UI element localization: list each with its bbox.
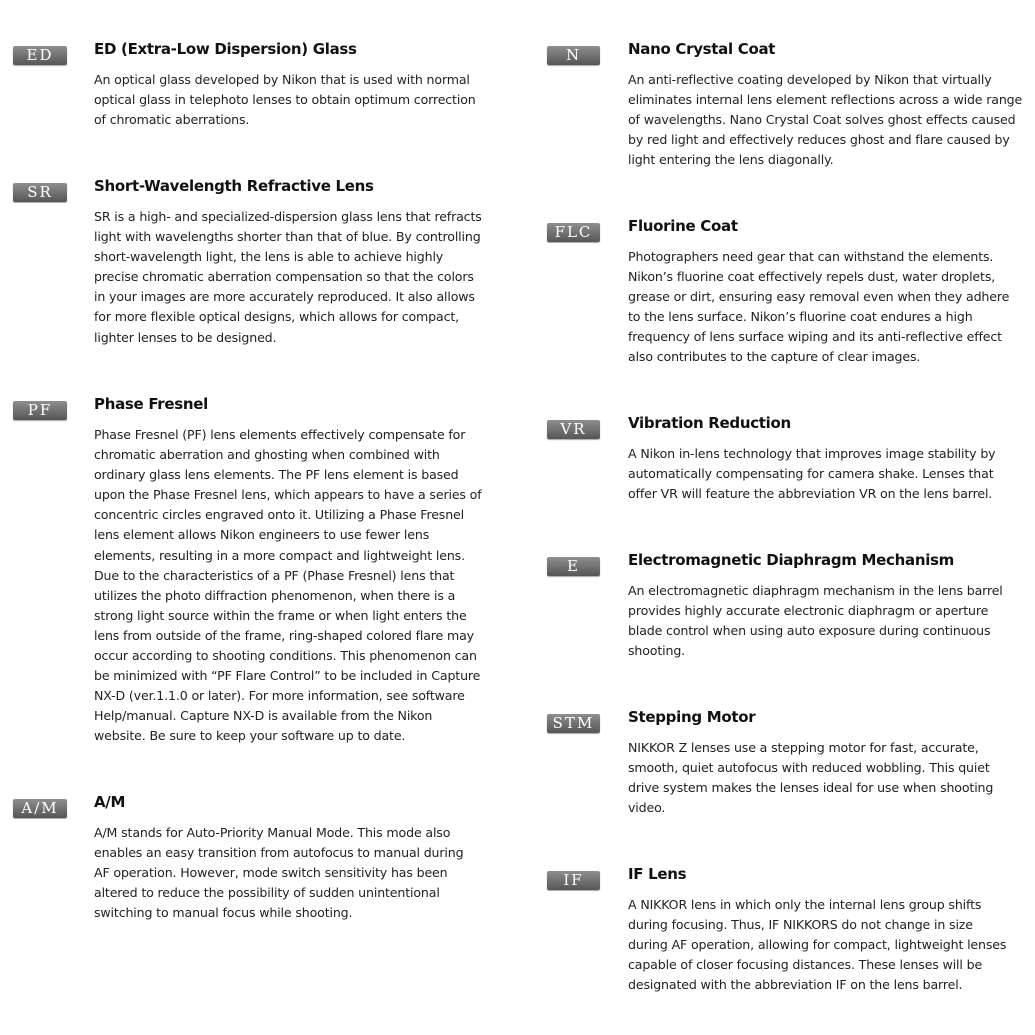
if-badge: IF <box>547 871 600 890</box>
pf-badge: PF <box>13 401 67 420</box>
feature-description <box>628 247 1034 368</box>
feature-description <box>628 895 1034 995</box>
desc-line: for more flexible optical designs, which allows for compact, <box>94 309 459 325</box>
desc-line: precise chromatic aberration compensation so that the colors <box>94 269 474 285</box>
feature-description <box>94 823 499 923</box>
desc-line: elements, resulting in a more compact and lightweight lens. <box>94 547 465 563</box>
desc-line: utilizes the photo diffraction phenomenon, when there is a <box>94 587 456 603</box>
feature-description <box>628 738 1034 818</box>
desc-line: also contributes to the capture of clear images. <box>628 349 921 365</box>
feature-title: Fluorine Coat <box>628 217 738 235</box>
desc-line: of chromatic aberrations. <box>94 112 250 128</box>
desc-line: automatically compensating for camera shake. Lenses that <box>628 466 994 482</box>
desc-line: short-wavelength light, the lens is able to achieve highly <box>94 249 444 265</box>
n-badge: N <box>547 46 600 65</box>
desc-line: strong light source within the frame or when light enters the <box>94 607 467 623</box>
desc-line: lens element allows Nikon engineers to use fewer lens <box>94 527 430 543</box>
desc-line: in your images are more accurately reproduced. It also allows <box>94 289 475 305</box>
desc-line: altered to reduce the possibility of sudden unintentional <box>94 885 440 901</box>
desc-line: be minimized with “PF Flare Control” to be included in Capture <box>94 668 481 684</box>
flc-badge: FLC <box>547 223 600 242</box>
desc-line: A NIKKOR lens in which only the internal lens group shifts <box>628 897 982 912</box>
desc-line: Photographers need gear that can withstand the elements. <box>628 249 994 264</box>
feature-description <box>94 207 499 348</box>
desc-line: light entering the lens diagonally. <box>628 152 834 168</box>
desc-line: A Nikon in-lens technology that improves image stability by <box>628 446 996 461</box>
desc-line: of wavelengths. Nano Crystal Coat solves ghost effects caused <box>628 112 1016 128</box>
am-badge: A/M <box>13 799 67 818</box>
sr-badge: SR <box>13 183 67 202</box>
desc-line: A/M stands for Auto-Priority Manual Mode. This mode also <box>94 825 451 840</box>
desc-line: smooth, quiet autofocus with reduced wobbling. This quiet <box>628 760 990 776</box>
feature-title: Electromagnetic Diaphragm Mechanism <box>628 551 955 569</box>
desc-line: ordinary glass lens elements. The PF lens element is based <box>94 467 459 483</box>
desc-line: to the lens surface. Nikon’s fluorine coat endures a high <box>628 309 973 325</box>
vr-badge: VR <box>547 420 600 439</box>
desc-line: An optical glass developed by Nikon that is used with normal <box>94 72 470 87</box>
desc-line: eliminates internal lens element reflections across a wide range <box>628 92 1023 108</box>
feature-title: Stepping Motor <box>628 708 756 726</box>
desc-line: lens from outside of the frame, ring-shaped colored flare may <box>94 627 474 643</box>
feature-description <box>94 70 499 130</box>
desc-line: NX-D (ver.1.1.0 or later). For more information, see software <box>94 688 465 704</box>
desc-line: drive system makes the lenses ideal for use when shooting <box>628 780 994 796</box>
feature-title: A/M <box>94 793 126 811</box>
desc-line: video. <box>628 800 666 816</box>
desc-line: An electromagnetic diaphragm mechanism in the lens barrel <box>628 583 1003 598</box>
desc-line: switching to manual focus while shooting. <box>94 905 353 921</box>
feature-title: Phase Fresnel <box>94 395 208 413</box>
desc-line: occur according to shooting conditions. This phenomenon can <box>94 648 477 664</box>
feature-title: Vibration Reduction <box>628 414 791 432</box>
desc-line: provides highly accurate electronic diaphragm or aperture <box>628 603 989 619</box>
desc-line: concentric circles engraved onto it. Utilizing a Phase Fresnel <box>94 507 464 523</box>
desc-line: chromatic aberration and ghosting when combined with <box>94 447 440 463</box>
feature-description <box>628 581 1034 661</box>
desc-line: Nikon’s fluorine coat effectively repels dust, water droplets, <box>628 269 996 285</box>
desc-line: Due to the characteristics of a PF (Phase Fresnel) lens that <box>94 567 455 583</box>
stm-badge: STM <box>547 714 600 733</box>
feature-title: IF Lens <box>628 865 687 883</box>
desc-line: website. Be sure to keep your software up to date. <box>94 728 406 744</box>
desc-line: frequency of lens surface wiping and its anti-reflective effect <box>628 329 1002 345</box>
desc-line: lighter lenses to be designed. <box>94 329 277 345</box>
desc-line: during focusing. Thus, IF NIKKORS do not change in size <box>628 917 973 933</box>
desc-line: NIKKOR Z lenses use a stepping motor for fast, accurate, <box>628 740 979 755</box>
desc-line: capable of closer focusing distances. These lenses will be <box>628 957 983 973</box>
e-badge: E <box>547 557 600 576</box>
desc-line: during AF operation, allowing for compact, lightweight lenses <box>628 937 1007 953</box>
desc-line: An anti-reflective coating developed by Nikon that virtually <box>628 72 992 87</box>
desc-line: Phase Fresnel (PF) lens elements effectively compensate for <box>94 427 466 442</box>
desc-line: SR is a high- and specialized-dispersion glass lens that refracts <box>94 209 482 224</box>
desc-line: by red light and effectively reduces ghost and flare caused by <box>628 132 1010 148</box>
feature-description <box>94 425 499 747</box>
desc-line: upon the Phase Fresnel lens, which appears to have a series of <box>94 487 482 503</box>
desc-line: designated with the abbreviation IF on the lens barrel. <box>628 977 963 993</box>
feature-title: ED (Extra-Low Dispersion) Glass <box>94 40 357 58</box>
feature-title: Short-Wavelength Refractive Lens <box>94 177 374 195</box>
desc-line: enables an easy transition from autofocus to manual during <box>94 845 464 861</box>
desc-line: Help/manual. Capture NX-D is available from the Nikon <box>94 708 433 724</box>
desc-line: light with wavelengths shorter than that of blue. By controlling <box>94 229 481 245</box>
desc-line: optical glass in telephoto lenses to obtain optimum correction <box>94 92 476 108</box>
feature-description <box>628 444 1034 504</box>
desc-line: shooting. <box>628 643 686 659</box>
ed-badge: ED <box>13 46 67 65</box>
desc-line: AF operation. However, mode switch sensitivity has been <box>94 865 448 881</box>
desc-line: grease or dirt, ensuring easy removal even when they adhere <box>628 289 1010 305</box>
feature-title: Nano Crystal Coat <box>628 40 776 58</box>
feature-description <box>628 70 1034 170</box>
desc-line: offer VR will feature the abbreviation VR on the lens barrel. <box>628 486 993 502</box>
desc-line: blade control when using auto exposure during continuous <box>628 623 991 639</box>
